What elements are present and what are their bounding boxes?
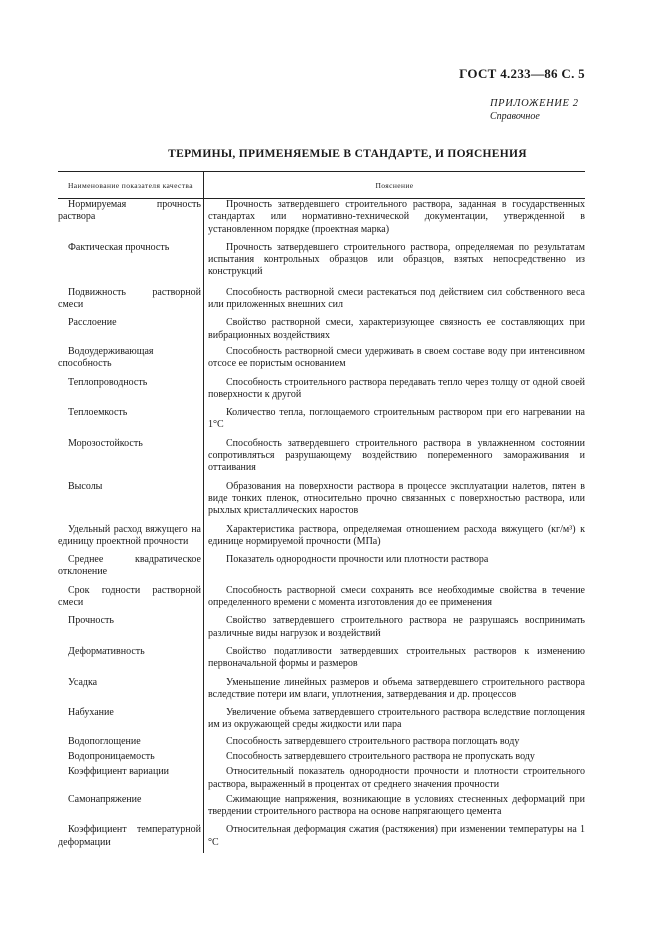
table-row bbox=[58, 677, 585, 708]
term-cell bbox=[58, 317, 204, 346]
term-text: Прочность bbox=[68, 615, 114, 627]
term-text: Коэффициент вариации bbox=[68, 766, 170, 778]
term-text: Теплопроводность bbox=[68, 376, 148, 388]
explanation-cell bbox=[204, 585, 586, 616]
table-row bbox=[58, 554, 585, 585]
term-text: Самонапряжение bbox=[68, 793, 142, 805]
table-row bbox=[58, 317, 585, 346]
term-cell bbox=[58, 615, 204, 646]
table-row bbox=[58, 736, 585, 751]
table-row bbox=[58, 438, 585, 481]
table-row bbox=[58, 481, 585, 524]
explanation-cell bbox=[204, 317, 586, 346]
explanation-cell bbox=[204, 524, 586, 555]
term-text: Удельный расход вяжущего на единицу проектной прочности bbox=[58, 523, 201, 547]
explanation-text: Уменьшение линейных размеров и объема затвердевшего строительного раствора вследствие потери им влаги, уплотнения, затвердевания и др. процессов bbox=[208, 676, 585, 700]
table-row bbox=[58, 377, 585, 408]
term-text: Морозостойкость bbox=[68, 437, 143, 449]
appendix-label bbox=[490, 97, 579, 123]
explanation-text: Образования на поверхности раствора в процессе эксплуатации налетов, пятен в виде тонких пленок, относительно прочно связанных с поверхностью раствора, или рыхлых кристаллических наростов bbox=[208, 480, 585, 517]
explanation-text: Способность растворной смеси сохранять все необходимые свойства в течение определенного времени с момента изготовления до ее применения bbox=[208, 584, 585, 609]
explanation-text: Способность затвердевшего строительного раствора поглощать воду bbox=[226, 735, 520, 747]
term-cell bbox=[58, 794, 204, 825]
term-text: Теплоемкость bbox=[68, 407, 128, 419]
term-cell bbox=[58, 766, 204, 794]
table-row bbox=[58, 646, 585, 677]
table-row bbox=[58, 242, 585, 287]
column-header-term: Наименование показателя качества bbox=[58, 172, 204, 199]
explanation-cell bbox=[204, 481, 586, 524]
explanation-text: Способность затвердевшего строительного раствора в увлажненном состоянии сопротивляться разрушающему воздействию попеременного замораживания и оттаивания bbox=[208, 437, 585, 474]
explanation-text: Показатель однородности прочности или плотности раствора bbox=[226, 554, 489, 566]
explanation-cell bbox=[204, 707, 586, 736]
term-cell bbox=[58, 677, 204, 708]
term-cell bbox=[58, 554, 204, 585]
document-code: ГОСТ 4.233—86 С. 5 bbox=[459, 66, 585, 81]
explanation-text: Способность затвердевшего строительного раствора не пропускать воду bbox=[226, 750, 535, 762]
term-cell bbox=[58, 407, 204, 438]
term-text: Водоудерживающая способность bbox=[58, 345, 154, 370]
appendix-title: ПРИЛОЖЕНИЕ 2 bbox=[490, 98, 579, 109]
explanation-cell bbox=[204, 677, 586, 708]
explanation-cell bbox=[204, 346, 586, 377]
document-title-text: ТЕРМИНЫ, ПРИМЕНЯЕМЫЕ В СТАНДАРТЕ, И ПОЯСНЕНИЯ bbox=[168, 148, 527, 160]
explanation-text: Свойство растворной смеси, характеризующее связность ее составляющих при вибрационных воздействиях bbox=[208, 317, 585, 341]
table-row bbox=[58, 794, 585, 825]
explanation-cell bbox=[204, 751, 586, 766]
explanation-cell bbox=[204, 766, 586, 794]
table-row bbox=[58, 524, 585, 555]
table-row bbox=[58, 615, 585, 646]
term-text: Высолы bbox=[68, 480, 103, 492]
term-text: Набухание bbox=[68, 707, 114, 719]
table-header-row bbox=[58, 172, 585, 199]
explanation-cell bbox=[204, 199, 586, 242]
explanation-text: Прочность затвердевшего строительного раствора, заданная в государственных стандартах или нормативно-технической документации, утвержденной в установленном порядке (проектная марка) bbox=[208, 199, 585, 235]
term-text: Подвижность растворной смеси bbox=[58, 286, 201, 311]
term-text: Расслоение bbox=[68, 317, 117, 329]
explanation-cell bbox=[204, 242, 586, 287]
term-cell bbox=[58, 707, 204, 736]
term-cell bbox=[58, 585, 204, 616]
table-row bbox=[58, 766, 585, 794]
explanation-text: Способность растворной смеси удерживать в своем составе воду при интенсивном отсосе ее пористым основанием bbox=[208, 345, 585, 370]
term-text: Срок годности растворной смеси bbox=[58, 584, 201, 609]
explanation-cell bbox=[204, 407, 586, 438]
term-cell bbox=[58, 751, 204, 766]
term-text: Фактическая прочность bbox=[68, 241, 170, 253]
explanation-cell bbox=[204, 615, 586, 646]
term-cell bbox=[58, 346, 204, 377]
explanation-text: Сжимающие напряжения, возникающие в условиях стесненных деформаций при твердении строительного раствора на основе напрягающего цемента bbox=[208, 793, 585, 818]
term-text: Усадка bbox=[68, 676, 98, 688]
explanation-cell bbox=[204, 646, 586, 677]
term-cell bbox=[58, 824, 204, 853]
explanation-text: Характеристика раствора, определяемая отношением расхода вяжущего (кг/м³) к единице нормируемой прочности (МПа) bbox=[208, 523, 585, 547]
term-text: Водопроницаемость bbox=[68, 750, 155, 762]
table-row bbox=[58, 346, 585, 377]
explanation-cell bbox=[204, 794, 586, 825]
explanation-cell bbox=[204, 736, 586, 751]
term-text: Среднее квадратическое отклонение bbox=[58, 554, 201, 578]
term-text: Коэффициент температурной деформации bbox=[58, 824, 201, 848]
table-row bbox=[58, 707, 585, 736]
table-body bbox=[58, 199, 585, 854]
explanation-cell bbox=[204, 554, 586, 585]
term-cell bbox=[58, 287, 204, 318]
explanation-text: Способность растворной смеси растекаться под действием сил собственного веса или приложенных внешних сил bbox=[208, 286, 585, 311]
explanation-text: Относительная деформация сжатия (растяжения) при изменении температуры на 1 °С bbox=[208, 824, 585, 848]
explanation-cell bbox=[204, 824, 586, 853]
term-cell bbox=[58, 377, 204, 408]
explanation-text: Увеличение объема затвердевшего строительного раствора вследствие поглощения им из окружающей среды жидкости или пара bbox=[208, 707, 585, 731]
table-row bbox=[58, 287, 585, 318]
table-row bbox=[58, 199, 585, 242]
term-cell bbox=[58, 646, 204, 677]
explanation-text: Относительный показатель однородности прочности и плотности строительного раствора, выраженный в процентах от среднего значения прочности bbox=[208, 766, 585, 790]
table-row bbox=[58, 585, 585, 616]
explanation-cell bbox=[204, 438, 586, 481]
explanation-text: Количество тепла, поглощаемого строительным раствором при его нагревании на 1°С bbox=[208, 407, 585, 431]
table-row bbox=[58, 407, 585, 438]
explanation-text: Свойство податливости затвердевших строительных растворов к изменению первоначальной формы и размеров bbox=[208, 645, 585, 670]
terms-table bbox=[58, 171, 585, 853]
appendix-subtitle: Справочное bbox=[490, 111, 540, 122]
term-cell bbox=[58, 438, 204, 481]
term-cell bbox=[58, 242, 204, 287]
term-text: Нормируемая прочность раствора bbox=[58, 199, 201, 223]
explanation-cell bbox=[204, 377, 586, 408]
term-cell bbox=[58, 524, 204, 555]
term-cell bbox=[58, 736, 204, 751]
explanation-text: Способность строительного раствора передавать тепло через толщу от одной своей поверхности к другой bbox=[208, 376, 585, 400]
explanation-cell bbox=[204, 287, 586, 318]
table-row bbox=[58, 751, 585, 766]
term-text: Водопоглощение bbox=[68, 735, 141, 747]
term-text: Деформативность bbox=[68, 645, 145, 657]
term-cell bbox=[58, 199, 204, 242]
column-header-explanation: Пояснение bbox=[204, 172, 586, 199]
table-row bbox=[58, 824, 585, 853]
document-title bbox=[0, 148, 661, 160]
explanation-text: Свойство затвердевшего строительного раствора не разрушаясь воспринимать различные виды нагрузок и воздействий bbox=[208, 615, 585, 639]
explanation-text: Прочность затвердевшего строительного раствора, определяемая по результатам испытания контрольных образцов или образцов, взятых непосредственно из конструкций bbox=[208, 241, 585, 278]
term-cell bbox=[58, 481, 204, 524]
